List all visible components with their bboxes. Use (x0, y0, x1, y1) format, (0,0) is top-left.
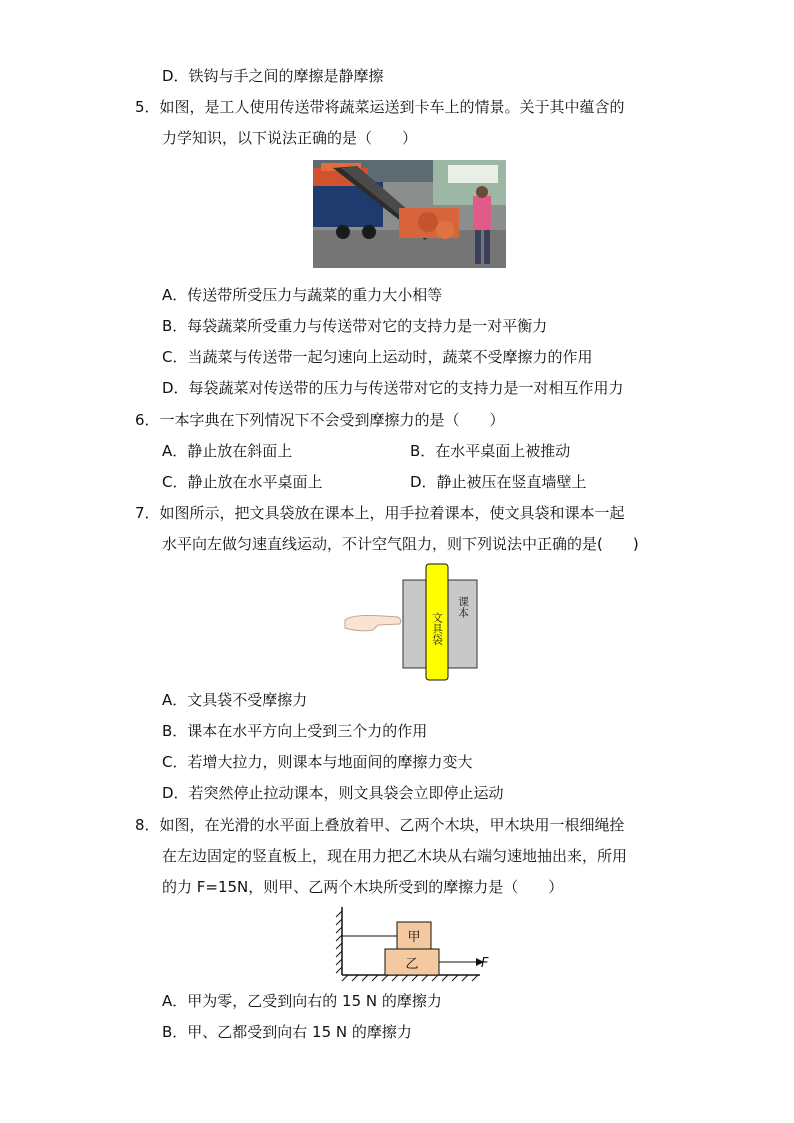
q7-option-c: C．若增大拉力，则课本与地面间的摩擦力变大 (162, 753, 473, 771)
q4-option-d: D．铁钩与手之间的摩擦是静摩擦 (162, 67, 384, 85)
q5-option-c: C．当蔬菜与传送带一起匀速向上运动时，蔬菜不受摩擦力的作用 (162, 348, 593, 366)
q7-option-b: B．课本在水平方向上受到三个力的作用 (162, 722, 428, 740)
pencil-case-label: 文具袋 (430, 612, 444, 645)
q6-option-a: A．静止放在斜面上 (162, 442, 293, 460)
q5-stem-line2: 力学知识，以下说法正确的是（ ） (162, 129, 418, 147)
q5-option-b: B．每袋蔬菜所受重力与传送带对它的支持力是一对平衡力 (162, 317, 548, 335)
q8-stem-line2: 在左边固定的竖直板上，现在用力把乙木块从右端匀速地抽出来，所用 (162, 847, 628, 865)
block-jia-label: 甲 (407, 930, 421, 945)
q6-option-d: D．静止被压在竖直墙壁上 (410, 473, 587, 491)
q7-stem-line1: 7．如图所示，把文具袋放在课本上，用手拉着课本，使文具袋和课本一起 (135, 504, 625, 522)
q5-option-d: D．每袋蔬菜对传送带的压力与传送带对它的支持力是一对相互作用力 (162, 379, 624, 397)
force-label: F (481, 956, 489, 971)
q8-stem-line1: 8．如图，在光滑的水平面上叠放着甲、乙两个木块，甲木块用一根细绳拴 (135, 816, 625, 834)
q6-option-b: B．在水平桌面上被推动 (410, 442, 571, 460)
q6-option-c: C．静止放在水平桌面上 (162, 473, 323, 491)
q7-option-a: A．文具袋不受摩擦力 (162, 691, 308, 709)
pencil-case-on-book-figure (343, 562, 483, 682)
q6-stem: 6．一本字典在下列情况下不会受到摩擦力的是（ ） (135, 411, 505, 429)
q5-stem-line1: 5．如图，是工人使用传送带将蔬菜运送到卡车上的情景。关于其中蕴含的 (135, 98, 625, 116)
block-yi-label: 乙 (405, 957, 419, 972)
q8-option-b: B．甲、乙都受到向右 15 N 的摩擦力 (162, 1023, 412, 1041)
hand-icon (345, 615, 401, 630)
q7-stem-line2: 水平向左做匀速直线运动，不计空气阻力，则下列说法中正确的是( ) (162, 535, 639, 553)
q8-option-a: A．甲为零，乙受到向右的 15 N 的摩擦力 (162, 992, 442, 1010)
stacked-blocks-figure (330, 905, 495, 983)
q5-option-a: A．传送带所受压力与蔬菜的重力大小相等 (162, 286, 443, 304)
book-label: 课本 (456, 596, 470, 618)
q8-stem-line3: 的力 F=15N，则甲、乙两个木块所受到的摩擦力是（ ） (162, 878, 564, 896)
q7-option-d: D．若突然停止拉动课本，则文具袋会立即停止运动 (162, 784, 504, 802)
conveyor-belt-photo (313, 160, 506, 268)
